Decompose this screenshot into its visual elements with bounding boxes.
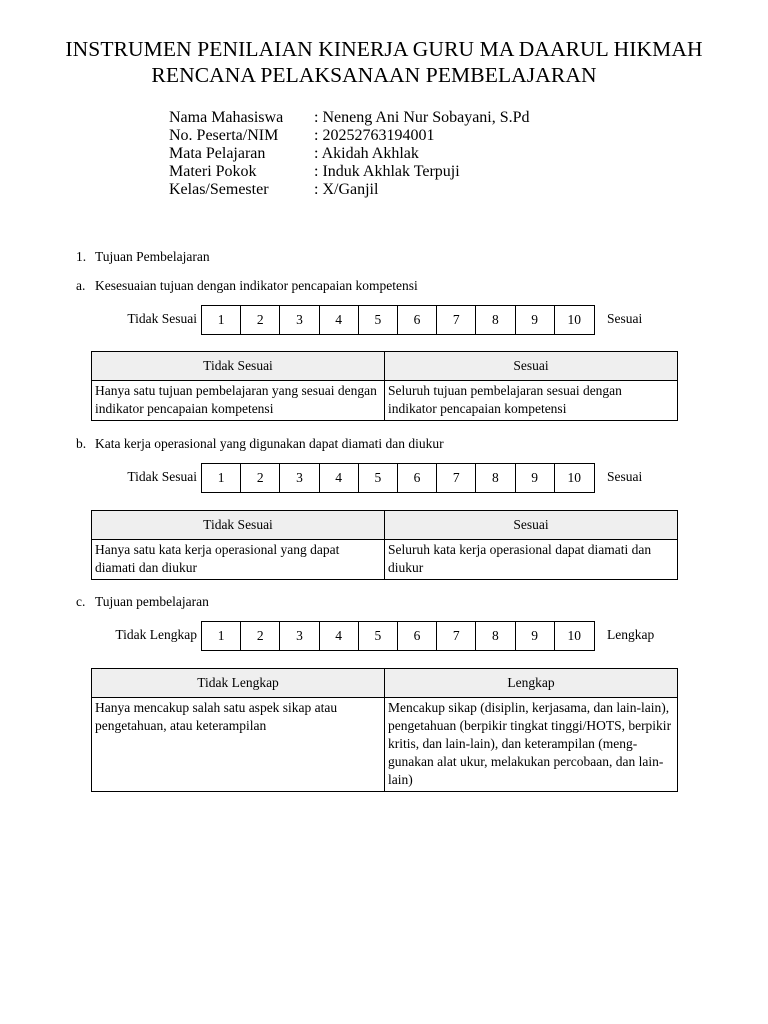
scale-option[interactable]: 1 [202, 622, 241, 650]
rubric-header-left: Tidak Lengkap [92, 669, 385, 698]
info-row-topic [169, 163, 530, 181]
info-value: : Akidah Akhlak [314, 145, 419, 162]
info-label: Nama Mahasiswa [169, 109, 284, 126]
scale-option[interactable]: 8 [476, 306, 515, 334]
scale-min-label: Tidak Lengkap [115, 627, 197, 642]
scale-option[interactable]: 4 [320, 464, 359, 492]
criterion-letter: a. [76, 278, 86, 293]
scale-max-label: Sesuai [607, 311, 643, 326]
rubric-table-b [91, 510, 678, 580]
rubric-header-left: Tidak Sesuai [92, 511, 385, 540]
scale-boxes [201, 621, 595, 651]
scale-boxes [201, 305, 595, 335]
info-label: Mata Pelajaran [169, 145, 266, 162]
scale-min-label: Tidak Sesuai [127, 311, 197, 326]
scale-min-label: Tidak Sesuai [127, 469, 197, 484]
scale-option[interactable]: 2 [241, 622, 280, 650]
section-number: 1. [76, 249, 87, 264]
scale-option[interactable]: 7 [437, 622, 476, 650]
rubric-table-c [91, 668, 678, 792]
scale-option[interactable]: 10 [567, 312, 582, 327]
scale-option[interactable]: 4 [320, 306, 359, 334]
rubric-header-right: Sesuai [385, 352, 678, 381]
scale-option[interactable]: 9 [516, 464, 555, 492]
scale-option[interactable]: 8 [476, 622, 515, 650]
document-title: INSTRUMEN PENILAIAN KINERJA GURU MA DAARUL HIKMAH [65, 37, 703, 61]
scale-option[interactable]: 6 [398, 464, 437, 492]
criterion-text: Tujuan pembelajaran [95, 594, 209, 609]
rubric-desc-left: Hanya mencakup salah satu aspek sikap atau pengetahuan, atau keterampilan [92, 698, 385, 792]
scale-option[interactable]: 3 [280, 622, 319, 650]
criterion-letter: c. [76, 594, 86, 609]
scale-option[interactable]: 2 [241, 306, 280, 334]
info-value: : 20252763194001 [314, 127, 435, 144]
identity-block [169, 109, 530, 199]
scale-option[interactable]: 3 [280, 464, 319, 492]
info-row-subject [169, 145, 530, 163]
scale-max-label: Lengkap [607, 627, 655, 642]
info-label: Materi Pokok [169, 163, 257, 180]
criterion-letter: b. [76, 436, 87, 451]
rubric-header-right: Lengkap [385, 669, 678, 698]
scale-option[interactable]: 6 [398, 306, 437, 334]
scale-option[interactable]: 4 [320, 622, 359, 650]
scale-option[interactable]: 2 [241, 464, 280, 492]
scale-option[interactable]: 9 [516, 622, 555, 650]
info-row-class [169, 181, 530, 199]
criterion-text: Kata kerja operasional yang digunakan dapat diamati dan diukur [95, 436, 444, 451]
rubric-header-right: Sesuai [385, 511, 678, 540]
info-label: Kelas/Semester [169, 181, 269, 198]
info-label: No. Peserta/NIM [169, 127, 279, 144]
rubric-header-left: Tidak Sesuai [92, 352, 385, 381]
info-value: : Induk Akhlak Terpuji [314, 163, 460, 180]
scale-option[interactable]: 5 [359, 622, 398, 650]
rating-scale-b [0, 463, 768, 493]
info-value: : Neneng Ani Nur Sobayani, S.Pd [314, 109, 530, 126]
rubric-desc-left: Hanya satu kata kerja operasional yang dapat diamati dan diukur [92, 540, 385, 580]
rating-scale-c [0, 621, 768, 651]
rubric-table-a [91, 351, 678, 421]
rubric-desc-right: Mencakup sikap (disiplin, kerjasama, dan lain-lain), pengetahuan (berpikir tingkat tinggi/HOTS, berpikir kritis, dan lain-lain), dan keterampilan (meng-gunakan alat ukur, melakukan percobaan, dan lain-lain) [385, 698, 678, 792]
scale-option[interactable]: 5 [359, 306, 398, 334]
scale-option[interactable]: 7 [437, 464, 476, 492]
scale-option[interactable]: 3 [280, 306, 319, 334]
info-row-name [169, 109, 530, 127]
scale-option[interactable]: 5 [359, 464, 398, 492]
rating-scale-a [0, 305, 768, 335]
scale-option[interactable]: 10 [567, 628, 582, 643]
scale-option[interactable]: 8 [476, 464, 515, 492]
scale-max-label: Sesuai [607, 469, 643, 484]
info-value: : X/Ganjil [314, 181, 379, 198]
info-row-nim [169, 127, 530, 145]
criterion-text: Kesesuaian tujuan dengan indikator pencapaian kompetensi [95, 278, 418, 293]
scale-option[interactable]: 1 [202, 464, 241, 492]
rubric-desc-right: Seluruh kata kerja operasional dapat diamati dan diukur [385, 540, 678, 580]
scale-option[interactable]: 9 [516, 306, 555, 334]
scale-boxes [201, 463, 595, 493]
scale-option[interactable]: 10 [567, 470, 582, 485]
document-subtitle: RENCANA PELAKSANAAN PEMBELAJARAN [151, 63, 597, 87]
scale-option[interactable]: 7 [437, 306, 476, 334]
scale-option[interactable]: 6 [398, 622, 437, 650]
scale-option[interactable]: 1 [202, 306, 241, 334]
rubric-desc-right: Seluruh tujuan pembelajaran sesuai dengan indikator pencapaian kompetensi [385, 381, 678, 421]
rubric-desc-left: Hanya satu tujuan pembelajaran yang sesuai dengan indikator pencapaian kompetensi [92, 381, 385, 421]
section-title: Tujuan Pembelajaran [95, 249, 210, 264]
